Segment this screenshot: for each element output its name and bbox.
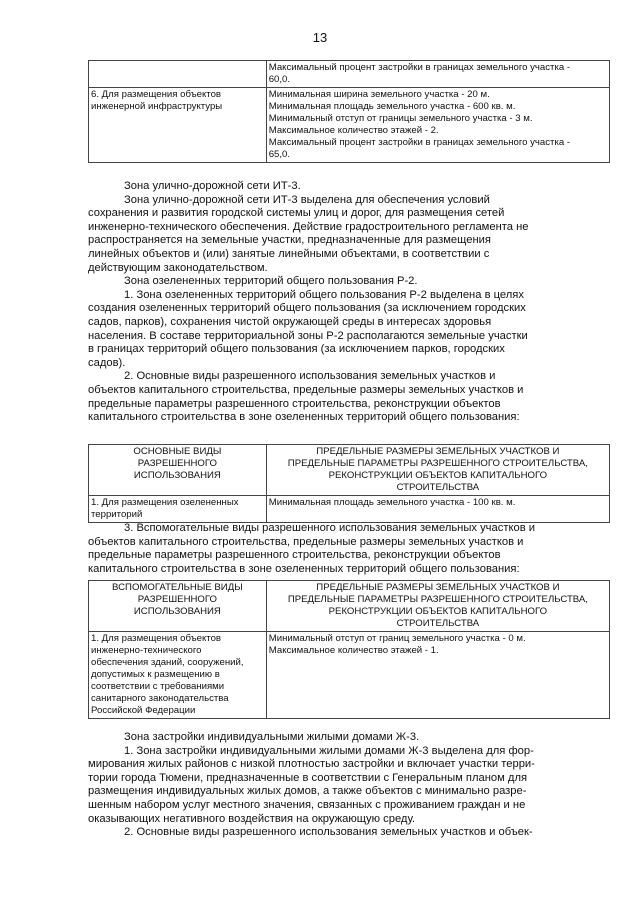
header-line: ПРЕДЕЛЬНЫЕ РАЗМЕРЫ ЗЕМЕЛЬНЫХ УЧАСТКОВ И	[316, 582, 560, 593]
paragraph-line: тории города Тюмени, предназначенные в соответствии с Генеральным планом для	[88, 771, 528, 784]
cell-line: 6. Для размещения объектов	[91, 89, 222, 100]
table-cell	[89, 632, 267, 719]
table-cell	[89, 496, 267, 523]
table-cell	[266, 632, 609, 719]
header-line: ПРЕДЕЛЬНЫЕ ПАРАМЕТРЫ РАЗРЕШЕННОГО СТРОИТЕЛЬСТВА,	[287, 594, 588, 605]
paragraph-line: 1. Зона озелененных территорий общего пользования Р-2 выделена в целях	[124, 288, 524, 301]
paragraph-line: оказывающих негативного воздействия на окружающую среду.	[88, 812, 416, 825]
table-row	[89, 632, 610, 719]
cell-line: Минимальная ширина земельного участка - 20 м.	[268, 89, 490, 100]
header-line: РЕКОНСТРУКЦИИ ОБЪЕКТОВ КАПИТАЛЬНОГО	[328, 470, 548, 481]
paragraph-line: мирования жилых районов с низкой плотностью застройки и включает участки терри-	[88, 758, 535, 771]
table-cell	[266, 61, 609, 88]
cell-line: 65,0.	[268, 149, 291, 160]
paragraph-line: линейных объектов и (или) занятые линейными объектами, в соответствии с	[88, 247, 490, 260]
paragraph-line: садов).	[88, 356, 126, 369]
column-header	[266, 445, 609, 496]
paragraph-line: создания озелененных территорий общего пользования (за исключением городских	[88, 302, 526, 315]
paragraph-line: садов, парков), сохранения чистой окружающей среды в интересах здоровья	[88, 315, 492, 328]
table-cell	[89, 61, 267, 88]
header-line: ИСПОЛЬЗОВАНИЯ	[133, 606, 221, 617]
paragraph-line: Зона улично-дорожной сети ИТ-3.	[124, 180, 301, 192]
text-block-zone-zh3	[88, 731, 610, 840]
table-header-row	[89, 581, 610, 632]
paragraph-line: действующим законодательством.	[88, 261, 268, 274]
header-line: СТРОИТЕЛЬСТВА	[396, 482, 480, 493]
table-cell	[89, 88, 267, 163]
table-land-use-continued	[88, 60, 610, 163]
header-line: РАЗРЕШЕННОГО	[137, 458, 217, 469]
cell-line: 60,0.	[268, 74, 291, 85]
cell-line: Минимальная площадь земельного участка - 600 кв. м.	[268, 101, 516, 112]
paragraph-line: предельные параметры разрешенного строительства, реконструкции объектов	[88, 549, 501, 562]
paragraph-line: 2. Основные виды разрешенного использования земельных участков и	[124, 370, 496, 383]
table-cell	[266, 88, 609, 163]
cell-line: Максимальный процент застройки в границах земельного участка -	[268, 62, 571, 73]
paragraph-line: Зона застройки индивидуальными жилыми домами Ж-3.	[124, 731, 420, 743]
paragraph-line: капитального строительства в зоне озелененных территорий общего пользования:	[88, 562, 520, 575]
text-block-zone-it3-r2	[88, 180, 610, 425]
paragraph-line: объектов капитального строительства, предельные размеры земельных участков и	[88, 535, 524, 548]
header-line: ПРЕДЕЛЬНЫЕ ПАРАМЕТРЫ РАЗРЕШЕННОГО СТРОИТЕЛЬСТВА,	[287, 458, 588, 469]
cell-line: Максимальное количество этажей - 2.	[268, 125, 439, 136]
cell-line: Минимальный отступ от границы земельного участка - 3 м.	[268, 113, 533, 124]
paragraph-line: распространяется на земельные участки, предназначенные для размещения	[88, 234, 491, 247]
table-row	[89, 61, 610, 88]
paragraph-line: капитального строительства в зоне озелененных территорий общего пользования:	[88, 411, 520, 424]
table-main-uses-r2	[88, 444, 610, 523]
cell-line: инженерно-технического	[91, 645, 202, 656]
header-line: ИСПОЛЬЗОВАНИЯ	[133, 470, 221, 481]
cell-line: допустимых к размещению в	[91, 669, 220, 680]
column-header	[89, 581, 267, 632]
paragraph-line: инженерно-технического обеспечения. Действие градостроительного регламента не	[88, 220, 529, 233]
paragraph-line: сохранения и развития городской системы улиц и дорог, для размещения сетей	[88, 207, 505, 220]
column-header	[266, 581, 609, 632]
table-header-row	[89, 445, 610, 496]
header-line: ОСНОВНЫЕ ВИДЫ	[133, 446, 222, 457]
paragraph-line: 3. Вспомогательные виды разрешенного использования земельных участков и	[124, 522, 535, 534]
cell-line: соответствии с требованиями	[91, 681, 225, 692]
paragraph-line: предельные параметры разрешенного строительства, реконструкции объектов	[88, 397, 501, 410]
cell-line: Максимальное количество этажей - 1.	[268, 645, 439, 656]
cell-line: 1. Для размещения объектов	[91, 633, 222, 644]
table-row	[89, 496, 610, 523]
cell-line: Минимальный отступ от границ земельного участка - 0 м.	[268, 633, 526, 644]
header-line: РАЗРЕШЕННОГО	[137, 594, 218, 605]
paragraph-line: населения. В составе территориальной зоны Р-2 располагаются земельные участки	[88, 329, 528, 342]
cell-line: обеспечения зданий, сооружений,	[91, 657, 244, 668]
cell-line: Российской Федерации	[91, 705, 196, 716]
column-header	[89, 445, 267, 496]
header-line: РЕКОНСТРУКЦИИ ОБЪЕКТОВ КАПИТАЛЬНОГО	[328, 606, 548, 617]
paragraph-line: 1. Зона застройки индивидуальными жилыми домами Ж-3 выделена для фор-	[124, 744, 534, 757]
header-line: СТРОИТЕЛЬСТВА	[396, 618, 480, 629]
paragraph-line: объектов капитального строительства, предельные размеры земельных участков и	[88, 383, 524, 396]
paragraph-line: 2. Основные виды разрешенного использования земельных участков и объек-	[124, 826, 533, 839]
cell-line: инженерной инфраструктуры	[91, 101, 223, 112]
header-line: ПРЕДЕЛЬНЫЕ РАЗМЕРЫ ЗЕМЕЛЬНЫХ УЧАСТКОВ И	[316, 446, 560, 457]
cell-line: Минимальная площадь земельного участка - 100 кв. м.	[268, 497, 516, 508]
table-row	[89, 88, 610, 163]
cell-line: санитарного законодательства	[91, 693, 229, 704]
paragraph-line: Зона улично-дорожной сети ИТ-3 выделена для обеспечения условий	[124, 193, 490, 206]
text-block-auxiliary-uses	[88, 522, 610, 576]
page-number: 13	[312, 30, 328, 45]
paragraph-line: шенным набором услуг местного значения, связанных с проживанием граждан и не	[88, 798, 526, 811]
paragraph-line: размещения индивидуальных жилых домов, а также объектов с минимально разре-	[88, 785, 527, 798]
cell-line: Максимальный процент застройки в границах земельного участка -	[268, 137, 571, 148]
table-cell	[266, 496, 609, 523]
cell-line: территорий	[91, 509, 143, 520]
table-auxiliary-uses-r2	[88, 580, 610, 719]
paragraph-line: в границах территорий общего пользования (за исключением парков, городских	[88, 343, 505, 356]
paragraph-line: Зона озелененных территорий общего пользования Р-2.	[124, 275, 418, 288]
header-line: ВСПОМОГАТЕЛЬНЫЕ ВИДЫ	[112, 582, 243, 593]
cell-line: 1. Для размещения озелененных	[91, 497, 239, 508]
